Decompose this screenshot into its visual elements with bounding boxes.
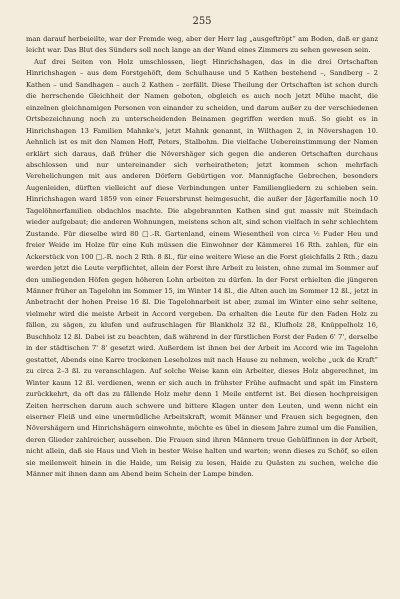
body-text xyxy=(26,34,378,481)
page-number: 255 xyxy=(192,16,212,27)
paragraph-hinrichshagen: Auf drei Seiten von Holz umschlossen, liegt Hinrichshagen, das in die drei Ortschaften Hinrichshagen – aus dem Forstgehöft, dem Schulhause und 5 Kathen bestehend –, Sandberg – 2 Kathen – und Sandhagen – auch 2 Kathen – zerfällt. Diese Theilung der Ortschaften ist schon durch die herrschende Gleichheit der Namen geboten, obgleich es auch noch jetzt Mühe macht, die einzelnen gleichnamigen Personen von einander zu scheiden, und darum außer zu der verschiedenen Ortsbezeichnung noch zu unterscheidenden Beinamen gegriffen werden muß. So giebt es in Hinrichshagen 13 Familien Mahnke's, jetzt Mahnk genannt, in Wilthagen 2, in Növershagen 10. Aehnlich ist es mit den Namen Hoff, Peters, Stalbohm. Die vielfache Uebereinstimmung der Namen erklärt sich daraus, daß früher die Növershäger sich gegen die anderen Ortschaften durchaus abschlossen und nur untereinander sich verheiratheten; jetzt kommen schon mehrfach Verehelichungen mit aus anderen Dörfern Gebürtigen vor. Mannigfache Gebrechen, besonders Augenleiden, dürften vielleicht auf diese Verbindungen unter Familiengliedern zu schieben sein. Hinrichshagen ward 1859 von einer Feuersbrunst heimgesucht, die außer der Jägerfamilie noch 10 Tagelöhnerfamilien obdachlos machte. Die abgebrannten Kathen sind gut massiv mit Steindach wieder aufgebaut; die anderen Wohnungen, meistens schon alt, sind schon vielfach in sehr schlechtem Zustande. Für dieselbe wird 80 □.-R. Gartenland, einem Wiesentheil von circa ½ Fuder Heu und freier Weide im Holze für eine Kuh müssen die Einwohner der Kämmerei 16 Rth. zahlen, für ein Ackerstück von 100 □.-R. noch 2 Rth. 8 ßl., für eine weitere Wiese an die Forst gleichfalls 2 Rth.; dazu werden jetzt die Leute verpflichtet, allein der Forst ihre Arbeit zu leisten, ohne zumal im Sommer auf den umliegenden Höfen gegen höheren Lohn arbeiten zu dürfen. In der Forst erhielten die jüngeren Männer früher an Tagelohn im Sommer 15, im Winter 14 ßl., die Alten auch im Sommer 12 ßl., jetzt in Anbetracht der hohen Preise 16 ßl. Die Tagelohnarbeit ist aber, zumal im Winter eine sehr seltene, vielmehr wird die meiste Arbeit in Accord vergeben. Da erhalten die Leute für den Faden Holz zu fällen, zu sägen, zu klufen und aufzuschlagen für Blankholz 32 ßl., Klufholz 28, Knüppelholz 16, Buschholz 12 ßl. Dabei ist zu beachten, daß während in der fürstlichen Forst der Faden 6' 7', derselbe in der städtischen 7' 8' gesetzt wird. Außerdem ist ihnen bei der Arbeit im Accord wie im Tagelohn gestattet, Abends eine Karre trockenen Leseholzes mit nach Hause zu nehmen, welche „uck de Kraft“ zu circa 2–3 ßl. zu veranschlagen. Auf solche Weise kann ein Arbeiter, dieses Holz abgerechnet, im Winter kaum 12 ßl. verdienen, wenn er sich auch in frühster Frühe aufmacht und spät im Finstern zurückkehrt, da oft das zu fällende Holz mehr denn 1 Meile entfernt ist. Bei diesen hochpreisigen Zeiten herrschen darum auch schwere und bittere Klagen unter den Leuten, und wenn nicht ein eiserner Fleiß und eine unermüdliche Arbeitskraft, womit Männer und Frauen sich begegnen, den Növershägern und Hinrichshägern einwohnte, möchte es übel in diesem Jahre zumal um die Familien, deren Glieder zahlreicher, aussehen. Die Frauen sind ihren Männern treue Gehülfinnen in der Arbeit, nicht allein, daß sie Haus und Vieh in bester Weise halten und warten; wenn dieses zu Schöf, so eilen sie meilenweit hinein in die Haide, um Reisig zu lesen, Haide zu Quästen zu suchen, welche die Männer mit ihnen dann am Abend beim Schein der Lampe binden. xyxy=(26,57,378,479)
paragraph-continued: man darauf herbeieilte, war der Fremde weg, aber der Herr lag „ausgeftröpt“ am Boden, daß er ganz leicht war. Das Blut des Sünders soll noch lange an der Wand eines Zimmers zu sehen gewesen sein. xyxy=(26,35,378,55)
